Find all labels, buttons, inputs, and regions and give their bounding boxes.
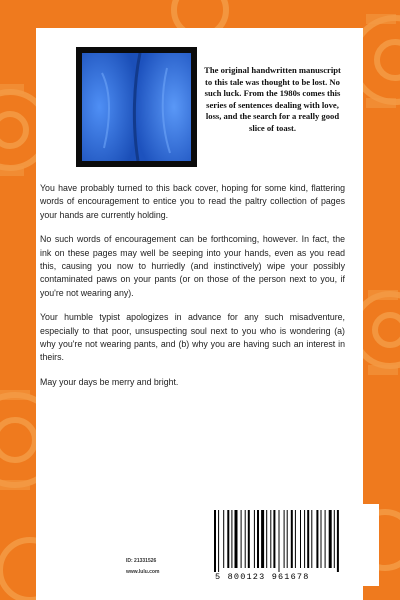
barcode-bar	[329, 510, 332, 568]
barcode-bar	[291, 510, 293, 568]
barcode-bar	[270, 510, 271, 568]
barcode	[205, 504, 379, 586]
barcode-bar	[284, 510, 285, 568]
paragraph: May your days be merry and bright.	[40, 376, 179, 387]
barcode-digits: 5 800123 961678	[215, 572, 310, 582]
barcode-bar	[321, 510, 322, 568]
publisher-site: www.lulu.com	[126, 569, 160, 575]
body-text	[40, 182, 345, 400]
barcode-bar	[218, 510, 219, 572]
barcode-bar	[245, 510, 246, 568]
paragraph: Your humble typist apologizes in advance for any such misadventure, especially to that poor, unsuspecting soul next to you who is wondering (a) why you're not wearing pants, and (b) why you are having such an interest in theirs.	[40, 312, 345, 363]
barcode-bar	[311, 510, 312, 568]
barcode-bar	[295, 510, 296, 568]
barcode-bar	[241, 510, 242, 568]
barcode-bar	[248, 510, 250, 568]
blue-fabric-photo-icon	[82, 53, 191, 161]
barcode-bars	[210, 508, 374, 572]
barcode-bar	[334, 510, 335, 568]
blurb-text: The original handwritten manuscript to this tale was thought to be lost. No such luck. From the 1980s comes this series of sentences dealing with love, loss, and the search for a really good slice of toast.	[204, 65, 341, 133]
barcode-bar	[325, 510, 326, 568]
barcode-bar	[273, 510, 275, 568]
barcode-bar	[227, 510, 229, 568]
barcode-bar	[223, 510, 224, 568]
barcode-bar	[287, 510, 288, 568]
barcode-bar	[214, 510, 216, 572]
barcode-bar	[279, 510, 280, 572]
barcode-bar	[235, 510, 238, 568]
barcode-bar	[307, 510, 309, 568]
barcode-bar	[300, 510, 301, 568]
barcode-bar	[257, 510, 259, 568]
barcode-bar	[337, 510, 339, 572]
barcode-bar	[266, 510, 267, 568]
barcode-bar	[304, 510, 305, 568]
barcode-bar	[316, 510, 318, 568]
id-label: ID: 21331526	[126, 558, 157, 564]
paragraph: No such words of encouragement can be forthcoming, however. In fact, the ink on these pages may well be seeping into your hands, even as you read this, causing you now to hurriedly (and instinctively) wipe your possibly contaminated paws on your pants (or on those of the person next to you, if you're not wearing any).	[40, 234, 345, 298]
barcode-bar	[254, 510, 255, 568]
cover-photo	[76, 47, 197, 167]
barcode-bar	[231, 510, 232, 568]
barcode-bar	[261, 510, 264, 568]
paragraph: You have probably turned to this back cover, hoping for some kind, flattering words of encouragement to entice you to read the paltry collection of pages your hands are currently holding.	[40, 183, 345, 220]
